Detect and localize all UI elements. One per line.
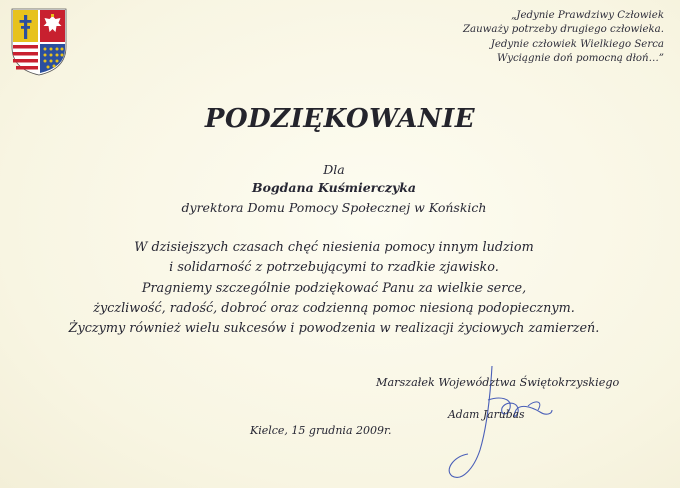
recipient-role: dyrektora Domu Pomocy Społecznej w Końskich xyxy=(181,200,487,215)
body-line: życzliwość, radość, dobroć oraz codzienną pomoc niesioną podopiecznym. xyxy=(93,300,575,316)
signatory-name: Adam Jarubas xyxy=(448,408,525,421)
motto-line: Wyciągnie doń pomocną dłoń…” xyxy=(496,53,664,65)
signatory-office: Marszałek Województwa Świętokrzyskiego xyxy=(376,376,620,389)
motto-line: Jedynie człowiek Wielkiego Serca xyxy=(490,38,664,50)
motto-line: Zauważy potrzeby drugiego człowieka. xyxy=(462,24,664,36)
body-paragraph xyxy=(0,238,668,339)
motto-line: „Jedynie Prawdziwy Człowiek xyxy=(511,10,664,21)
recipient-intro: Dla xyxy=(323,162,345,177)
place-and-date: Kielce, 15 grudnia 2009r. xyxy=(250,424,392,437)
body-line: Pragniemy szczególnie podziękować Panu za wielkie serce, xyxy=(141,280,527,296)
recipient-name: Bogdana Kuśmierczyka xyxy=(252,180,416,195)
body-line: i solidarność z potrzebującymi to rzadkie zjawisko. xyxy=(169,260,499,276)
motto-quote xyxy=(364,9,664,67)
document-title: PODZIĘKOWANIE xyxy=(204,104,476,134)
coat-of-arms-icon xyxy=(10,7,68,77)
body-line: Życzymy również wielu sukcesów i powodzenia w realizacji życiowych zamierzeń. xyxy=(68,321,600,337)
body-line: W dzisiejszych czasach chęć niesienia pomocy innym ludziom xyxy=(134,240,534,255)
